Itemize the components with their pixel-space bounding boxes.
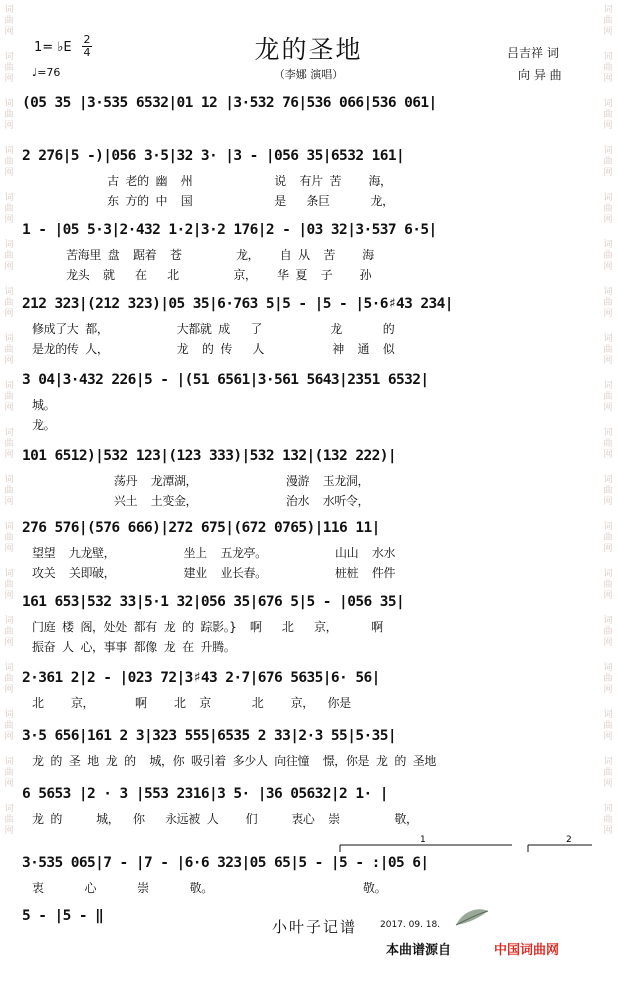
watermark-text: 词曲网 — [4, 616, 14, 648]
watermark-text: 词曲网 — [4, 146, 14, 178]
leaf-icon — [452, 905, 492, 929]
lyric-line: 龙头 就 在 北 京， 华 夏 子 孙 — [32, 268, 372, 282]
watermark-text: 词曲网 — [4, 193, 14, 225]
notation-line: 212 323|(212 323)|05 35|6·763 5|5 - |5 - |5·6♯43 234| — [22, 296, 453, 312]
volta-first-label: 1 — [420, 835, 426, 845]
lyric-line: 攻关 关即破， 建业 业长春。 桩桩 件件 — [32, 566, 396, 580]
watermark-text: 词曲网 — [603, 193, 613, 225]
notation-line: (05 35 |3·535 6532|01 12 |3·532 76|536 066|536 061| — [22, 95, 437, 111]
lyric-line: 兴土 土变金， 治水 水听令， — [32, 494, 370, 508]
watermark-text: 词曲网 — [603, 710, 613, 742]
lyric-line: 苦海里 盘 踞着 苍 龙， 自 从 苦 海 — [32, 248, 374, 262]
notation-line: 2·361 2|2 - |023 72|3♯43 2·7|676 5635|6· 56| — [22, 670, 380, 686]
lyric-line: 衷 心 崇 敬。 敬。 — [32, 881, 387, 895]
lyric-line: 修成了大 都， 大都就 成 了 龙 的 — [32, 322, 395, 336]
lyric-line: 是龙的传 人， 龙 的 传 人 神 通 似 — [32, 342, 395, 356]
composer-credit: 向 异 曲 — [518, 68, 562, 82]
lyric-line: 龙 的 城， 你 永远被 人 们 衷心 崇 敬， — [32, 812, 418, 826]
notation-line: 5 - |5 - ‖ — [22, 908, 104, 924]
watermark-text: 词曲网 — [4, 710, 14, 742]
lyricist-credit: 吕吉祥 词 — [507, 46, 559, 60]
watermark-text: 词曲网 — [603, 475, 613, 507]
watermark-text: 词曲网 — [603, 757, 613, 789]
watermark-text: 词曲网 — [603, 99, 613, 131]
lyric-line: 门庭 楼 阁，处处 都有 龙 的 踪影。} 啊 北 京， 啊 — [32, 620, 383, 634]
transcriber-signature: 小叶子记谱 — [272, 918, 358, 936]
source-site-link[interactable]: 中国词曲网 — [494, 943, 560, 958]
page-title: 龙的圣地 — [254, 35, 363, 64]
watermark-text: 词曲网 — [603, 663, 613, 695]
watermark-text: 词曲网 — [4, 334, 14, 366]
watermark-text: 词曲网 — [603, 52, 613, 84]
watermark-text: 词曲网 — [603, 5, 613, 37]
source-label: 本曲谱源自 — [386, 943, 452, 958]
notation-line: 6 5653 |2 · 3 |553 2316|3 5· |36 05632|2 1· | — [22, 786, 388, 802]
lyric-line: 龙 的 圣 地 龙 的 城，你 吸引着 多少人 向往憧 憬，你是 龙 的 圣地 — [32, 754, 436, 768]
notation-line: 276 576|(576 666)|272 675|(672 0765)|116 11| — [22, 520, 380, 536]
meter-top: 2 — [83, 33, 91, 46]
watermark-text: 词曲网 — [603, 240, 613, 272]
watermark-text: 词曲网 — [4, 287, 14, 319]
lyric-line: 城。 — [32, 398, 56, 412]
lyric-line: 望望 九龙壁， 坐上 五龙亭。 山山 水水 — [32, 546, 396, 560]
lyric-line: 北 京， 啊 北 京 北 京， 你是 — [32, 696, 351, 710]
watermark-text: 词曲网 — [603, 522, 613, 554]
watermark-text: 词曲网 — [4, 428, 14, 460]
key-signature: 1= ♭E — [34, 40, 72, 55]
notation-line: 3·535 065|7 - |7 - |6·6 323|05 65|5 - |5 - :|05 6| — [22, 855, 429, 871]
watermark-text: 词曲网 — [4, 522, 14, 554]
lyric-line: 荡丹 龙潭湖， 漫游 玉龙洞， — [32, 474, 370, 488]
watermark-text: 词曲网 — [603, 146, 613, 178]
volta-second-label: 2 — [566, 835, 572, 845]
transcription-date: 2017. 09. 18. — [380, 920, 441, 930]
watermark-text: 词曲网 — [603, 334, 613, 366]
lyric-line: 龙。 — [32, 418, 56, 432]
watermark-text: 词曲网 — [4, 757, 14, 789]
watermark-text: 词曲网 — [4, 99, 14, 131]
notation-line: 2 276|5 -)|056 3·5|32 3· |3 - |056 35|6532 161| — [22, 148, 405, 164]
watermark-text: 词曲网 — [4, 663, 14, 695]
watermark-text: 词曲网 — [4, 52, 14, 84]
watermark-text: 词曲网 — [603, 569, 613, 601]
notation-line: 3 04|3·432 226|5 - |(51 6561|3·561 5643|2351 6532| — [22, 372, 429, 388]
watermark-text: 词曲网 — [4, 240, 14, 272]
watermark-text: 词曲网 — [603, 287, 613, 319]
watermark-text: 词曲网 — [603, 381, 613, 413]
watermark-text: 词曲网 — [4, 5, 14, 37]
meter-bottom: 4 — [83, 46, 91, 59]
lyric-line: 振奋 人 心，事事 都像 龙 在 升腾。 — [32, 640, 236, 654]
notation-line: 3·5 656|161 2 3|323 555|6535 2 33|2·3 55|5·35| — [22, 728, 396, 744]
watermark-text: 词曲网 — [603, 428, 613, 460]
notation-line: 161 653|532 33|5·1 32|056 35|676 5|5 - |056 35| — [22, 594, 405, 610]
lyric-line: 东 方的 中 国 是 条巨 龙， — [32, 194, 394, 208]
watermark-text: 词曲网 — [4, 569, 14, 601]
notation-line: 1 - |05 5·3|2·432 1·2|3·2 176|2 - |03 32|3·537 6·5| — [22, 222, 437, 238]
watermark-text: 词曲网 — [603, 804, 613, 836]
singer-credit: （李娜 演唱） — [273, 68, 344, 81]
watermark-text: 词曲网 — [4, 475, 14, 507]
tempo-mark: ♩=76 — [32, 66, 61, 79]
watermark-text: 词曲网 — [603, 616, 613, 648]
watermark-text: 词曲网 — [4, 804, 14, 836]
lyric-line: 古 老的 幽 州 说 有片 苦 海， — [32, 174, 392, 188]
notation-line: 101 6512)|532 123|(123 333)|532 132|(132 222)| — [22, 448, 396, 464]
watermark-text: 词曲网 — [4, 381, 14, 413]
